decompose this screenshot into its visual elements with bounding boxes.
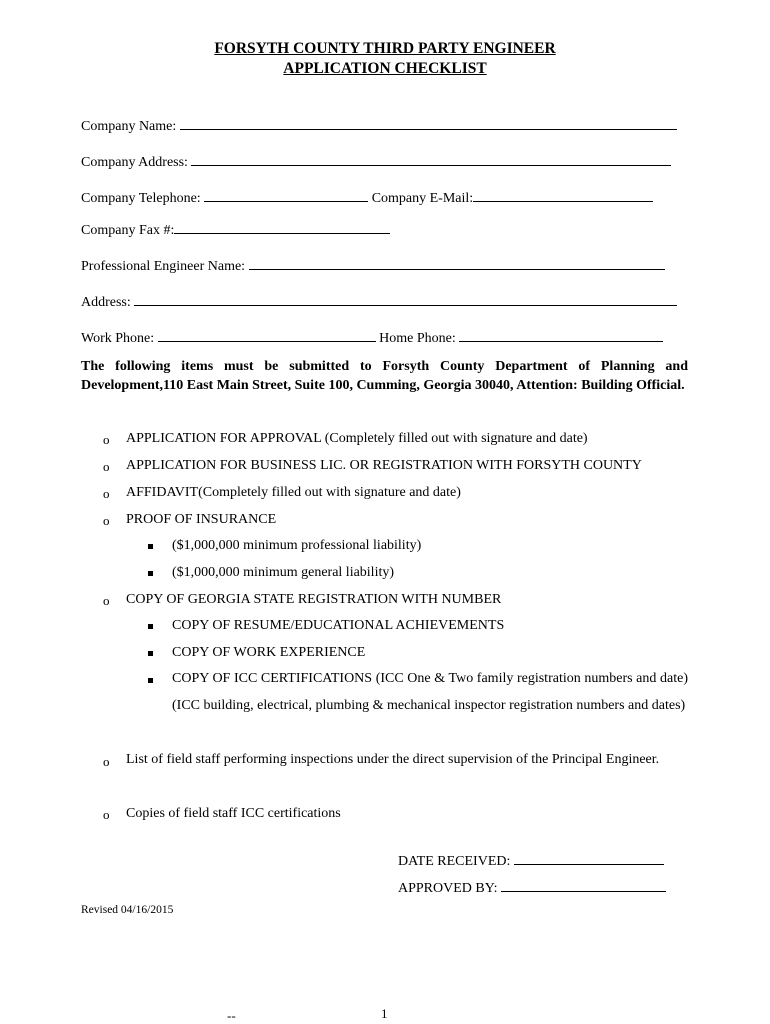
home-phone-line[interactable] [459,328,663,342]
checklist-item-business-license: APPLICATION FOR BUSINESS LIC. OR REGISTRATION WITH FORSYTH COUNTY [126,458,642,473]
checklist-item-field-staff: List of field staff performing inspections under the direct supervision of the Principal Engineer. [126,752,660,767]
title-line-2: APPLICATION CHECKLIST [283,60,487,77]
checklist-item-georgia-registration: COPY OF GEORGIA STATE REGISTRATION WITH NUMBER [126,592,502,607]
instructions-paragraph: The following items must be submitted to Forsyth County Department of Planning and Development,110 East Main Street, Suite 100, Cumming, Georgia 30040, Attention: Building Official. [81,359,688,393]
company-name-label: Company Name: [81,119,177,134]
company-email-label: Company E-Mail: [371,191,474,206]
engineer-name-label: Professional Engineer Name: [81,259,246,274]
checklist-item-insurance: PROOF OF INSURANCE [126,512,277,527]
bullet-7: o [103,807,110,822]
square-bullet-icon [148,571,153,576]
bullet-4: o [103,513,110,528]
bullet-6: o [103,754,110,769]
approved-by-field [398,878,666,897]
date-received-label: DATE RECEIVED: [398,854,511,869]
home-phone-label: Home Phone: [379,331,456,346]
work-phone-line[interactable] [158,328,376,342]
company-name-field [81,116,677,135]
subitem-general-liability: ($1,000,000 minimum general liability) [172,565,395,580]
date-received-field [398,851,664,870]
company-address-field [81,152,671,171]
engineer-name-field [81,256,665,275]
phone-field [81,328,663,347]
bullet-1: o [103,432,110,447]
company-telephone-field [81,188,653,207]
approved-by-label: APPROVED BY: [398,881,498,896]
square-bullet-icon [148,544,153,549]
date-received-line[interactable] [514,851,664,865]
checklist-item-staff-certifications: Copies of field staff ICC certifications [126,806,341,821]
checklist-item-application: APPLICATION FOR APPROVAL (Completely filled out with signature and date) [126,431,588,446]
company-telephone-label: Company Telephone: [81,191,201,206]
work-phone-label: Work Phone: [81,331,155,346]
title-line-1: FORSYTH COUNTY THIRD PARTY ENGINEER [214,40,556,57]
address-label: Address: [81,295,131,310]
square-bullet-icon [148,624,153,629]
bullet-2: o [103,459,110,474]
company-address-label: Company Address: [81,155,188,170]
address-line[interactable] [134,292,677,306]
footer-dashes: -- [227,1008,236,1023]
engineer-name-line[interactable] [249,256,665,270]
company-fax-line[interactable] [174,220,390,234]
company-telephone-line[interactable] [204,188,368,202]
subitem-resume: COPY OF RESUME/EDUCATIONAL ACHIEVEMENTS [172,618,505,633]
address-field [81,292,677,311]
company-name-line[interactable] [180,116,677,130]
subitem-work-experience: COPY OF WORK EXPERIENCE [172,645,366,660]
bullet-5: o [103,593,110,608]
bullet-3: o [103,486,110,501]
company-address-line[interactable] [191,152,671,166]
checklist-item-affidavit: AFFIDAVIT(Completely filled out with signature and date) [126,485,461,500]
page-number: 1 [381,1006,388,1021]
subitem-professional-liability: ($1,000,000 minimum professional liability) [172,538,422,553]
square-bullet-icon [148,651,153,656]
square-bullet-icon [148,678,153,683]
subitem-icc-certifications: COPY OF ICC CERTIFICATIONS (ICC One & Two family registration numbers and date)(ICC building, electrical, plumbing & mechanical inspector registration numbers and dates) [172,671,688,713]
company-email-line[interactable] [473,188,653,202]
revised-date: Revised 04/16/2015 [81,904,174,916]
approved-by-line[interactable] [501,878,666,892]
company-fax-field [81,220,390,239]
company-fax-label: Company Fax #: [81,223,175,238]
